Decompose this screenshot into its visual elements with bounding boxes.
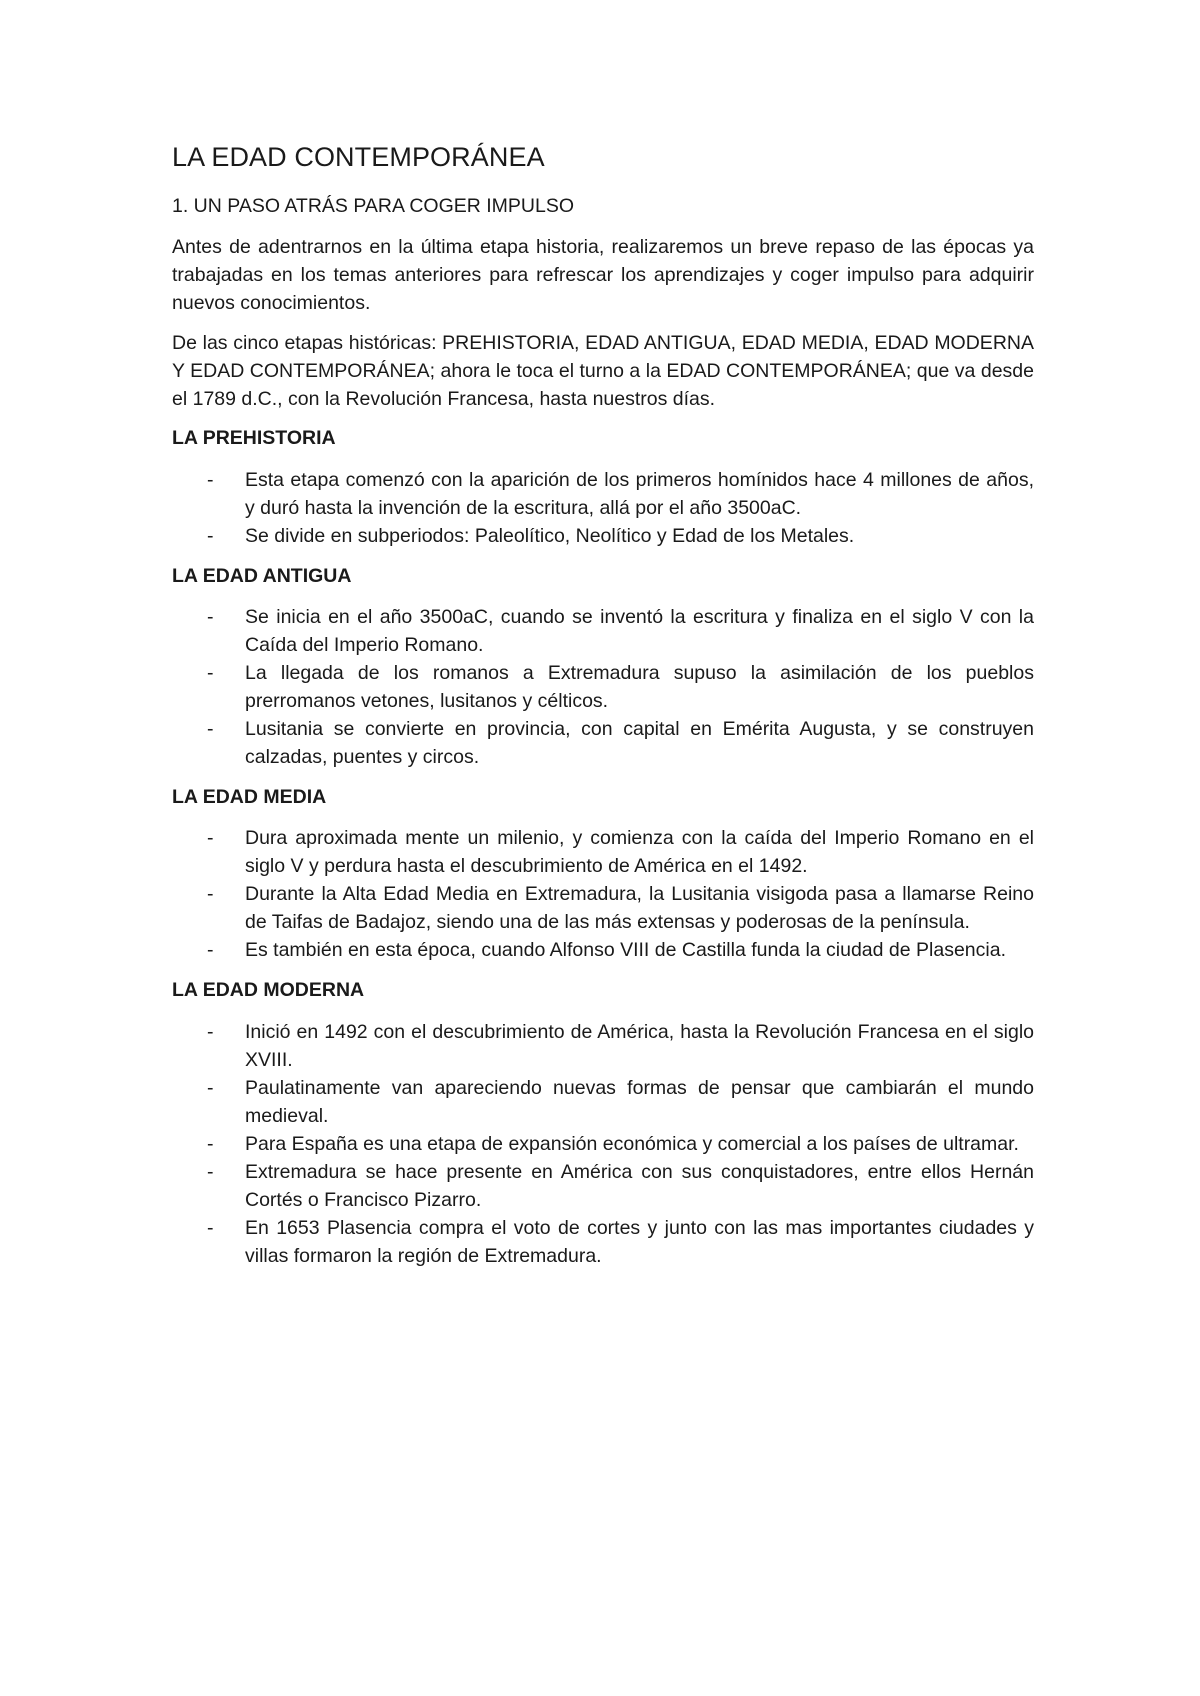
bullet-dash: - bbox=[207, 939, 214, 962]
intro-paragraph: Antes de adentrarnos en la última etapa historia, realizaremos un breve repaso de las épocas ya trabajadas en los temas anteriores para refrescar los aprendizajes y coger impulso para adquirir nuevos conocimientos. bbox=[172, 236, 1034, 315]
list-item bbox=[172, 715, 1034, 771]
bullet-dash: - bbox=[207, 468, 214, 491]
list-item bbox=[172, 603, 1034, 659]
list-item bbox=[172, 466, 1034, 522]
list-item bbox=[172, 880, 1034, 936]
section-heading: 1. UN PASO ATRÁS PARA COGER IMPULSO bbox=[172, 195, 575, 218]
document-title: LA EDAD CONTEMPORÁNEA bbox=[172, 142, 545, 172]
list-item bbox=[172, 522, 1034, 550]
list-item-text: Se divide en subperiodos: Paleolítico, Neolítico y Edad de los Metales. bbox=[245, 524, 855, 547]
era-heading-edad-antigua: LA EDAD ANTIGUA bbox=[172, 564, 352, 587]
bullet-dash: - bbox=[207, 605, 214, 628]
era-heading-edad-moderna: LA EDAD MODERNA bbox=[172, 979, 365, 1002]
list-item bbox=[172, 824, 1034, 880]
list-item-text: Paulatinamente van apareciendo nuevas formas de pensar que cambiarán el mundo medieval. bbox=[245, 1076, 1034, 1127]
list-item bbox=[172, 1158, 1034, 1214]
list-item-text: Durante la Alta Edad Media en Extremadura, la Lusitania visigoda pasa a llamarse Reino de Taifas de Badajoz, siendo una de las más extensas y poderosas de la península. bbox=[245, 883, 1034, 934]
list-item-text: En 1653 Plasencia compra el voto de cortes y junto con las mas importantes ciudades y villas formaron la región de Extremadura. bbox=[245, 1216, 1034, 1267]
bullet-dash: - bbox=[207, 883, 214, 906]
list-item bbox=[172, 1130, 1034, 1158]
list-item-text: Se inicia en el año 3500aC, cuando se inventó la escritura y finaliza en el siglo V con la Caída del Imperio Romano. bbox=[245, 605, 1034, 656]
list-item-text: Esta etapa comenzó con la aparición de los primeros homínidos hace 4 millones de años, y duró hasta la invención de la escritura, allá por el año 3500aC. bbox=[245, 468, 1034, 519]
era-list-edad-antigua bbox=[172, 603, 1034, 771]
era-list-prehistoria bbox=[172, 466, 1034, 550]
era-list-edad-moderna bbox=[172, 1018, 1034, 1270]
bullet-dash: - bbox=[207, 1076, 214, 1099]
bullet-dash: - bbox=[207, 827, 214, 850]
list-item bbox=[172, 1018, 1034, 1074]
list-item-text: Dura aproximada mente un milenio, y comienza con la caída del Imperio Romano en el siglo V y perdura hasta el descubrimiento de América en el 1492. bbox=[245, 827, 1034, 878]
bullet-dash: - bbox=[207, 524, 214, 547]
era-heading-prehistoria: LA PREHISTORIA bbox=[172, 427, 336, 450]
list-item-text: Extremadura se hace presente en América con sus conquistadores, entre ellos Hernán Cortés o Francisco Pizarro. bbox=[245, 1160, 1034, 1211]
list-item bbox=[172, 1074, 1034, 1130]
bullet-dash: - bbox=[207, 717, 214, 740]
list-item-text: Lusitania se convierte en provincia, con capital en Emérita Augusta, y se construyen calzadas, puentes y circos. bbox=[245, 717, 1034, 768]
intro-paragraph: De las cinco etapas históricas: PREHISTORIA, EDAD ANTIGUA, EDAD MEDIA, EDAD MODERNA Y EDAD CONTEMPORÁNEA; ahora le toca el turno a la EDAD CONTEMPORÁNEA; que va desde el 1789 d.C., con la Revolución Francesa, hasta nuestros días. bbox=[172, 332, 1034, 411]
bullet-dash: - bbox=[207, 661, 214, 684]
list-item-text: Inició en 1492 con el descubrimiento de América, hasta la Revolución Francesa en el siglo XVIII. bbox=[245, 1020, 1034, 1071]
list-item-text: Para España es una etapa de expansión económica y comercial a los países de ultramar. bbox=[245, 1132, 1019, 1155]
document-page bbox=[172, 140, 1034, 1283]
list-item-text: La llegada de los romanos a Extremadura supuso la asimilación de los pueblos prerromanos vetones, lusitanos y célticos. bbox=[245, 661, 1034, 712]
era-heading-edad-media: LA EDAD MEDIA bbox=[172, 785, 327, 808]
bullet-dash: - bbox=[207, 1160, 214, 1183]
bullet-dash: - bbox=[207, 1132, 214, 1155]
list-item bbox=[172, 1214, 1034, 1270]
list-item bbox=[172, 659, 1034, 715]
list-item bbox=[172, 936, 1034, 964]
list-item-text: Es también en esta época, cuando Alfonso VIII de Castilla funda la ciudad de Plasencia. bbox=[245, 939, 1006, 962]
bullet-dash: - bbox=[207, 1216, 214, 1239]
bullet-dash: - bbox=[207, 1020, 214, 1043]
era-list-edad-media bbox=[172, 824, 1034, 964]
